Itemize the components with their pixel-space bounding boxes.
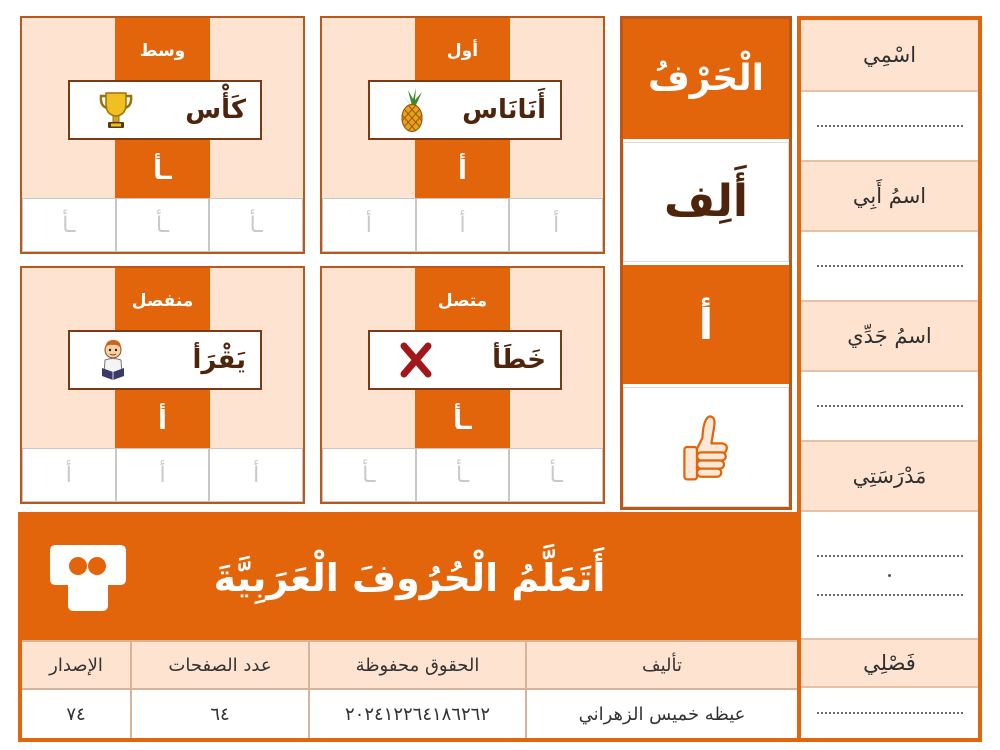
class-blank xyxy=(801,688,978,738)
grandfather-name-label: اسمُ جَدِّي xyxy=(847,324,932,348)
letter-position-label: وسط xyxy=(139,41,186,61)
dotted-line xyxy=(817,405,963,407)
tracing-cell: ـأ xyxy=(416,448,510,502)
name-label: اسْمِي xyxy=(862,43,917,67)
example-word-box xyxy=(368,80,562,140)
letter-heading: الْحَرْفُ xyxy=(647,58,764,100)
edition-header: الإصدار xyxy=(22,640,130,688)
letter-form: أ xyxy=(158,406,167,436)
tracing-cell: أ xyxy=(416,198,510,252)
copyright-value: ٢٠٢٤١٢٢٦٤١٨٦٢٦٢ xyxy=(308,688,525,738)
school-label-cell xyxy=(801,442,978,512)
tracing-cell: ـأ xyxy=(22,198,116,252)
tracing-cell: ـأ xyxy=(322,448,416,502)
tracing-cell: أ xyxy=(322,198,416,252)
name-label-cell xyxy=(801,20,978,92)
dot-mark xyxy=(888,574,891,577)
example-word-box xyxy=(368,330,562,390)
tracing-cell: ـأ xyxy=(209,198,303,252)
dotted-line xyxy=(817,265,963,267)
letter-glyph-cell xyxy=(623,265,789,385)
tracing-cell: ـأ xyxy=(509,448,603,502)
letter-name: أَلِف xyxy=(663,176,748,228)
dotted-line xyxy=(817,594,963,596)
tracing-cell: أ xyxy=(209,448,303,502)
tracing-cell: ـأ xyxy=(116,198,210,252)
letter-position-label: أول xyxy=(446,41,479,61)
thumbs-up-icon xyxy=(679,410,733,484)
page-count-header: عدد الصفحات xyxy=(130,640,308,688)
dotted-line xyxy=(817,712,963,714)
letter-form: ـأ xyxy=(153,156,172,186)
letter-name-cell xyxy=(623,142,789,262)
example-word: يَقْرَأ xyxy=(192,345,246,375)
author-header: تأليف xyxy=(525,640,797,688)
student-info-panel xyxy=(797,16,982,742)
tracing-row xyxy=(322,198,603,252)
name-blank xyxy=(801,92,978,162)
credits-header-row xyxy=(22,640,797,688)
letter-form: أ xyxy=(458,156,467,186)
father-name-label: اسمُ أَبِي xyxy=(852,184,927,208)
example-word: أَنَانَاس xyxy=(462,95,546,125)
letter-form: ـأ xyxy=(453,406,472,436)
page-count-value: ٦٤ xyxy=(130,688,308,738)
school-blank xyxy=(801,512,978,640)
letter-panel xyxy=(620,16,792,510)
dotted-line xyxy=(817,555,963,557)
father-name-label-cell xyxy=(801,162,978,232)
tracing-cell: أ xyxy=(509,198,603,252)
letter-position-label: متصل xyxy=(437,291,488,311)
title-banner xyxy=(22,516,797,640)
thumbs-up-cell xyxy=(623,387,789,507)
letter-glyph: أ xyxy=(698,299,714,349)
author-value: عيظه خميس الزهراني xyxy=(525,688,797,738)
x-mark-icon xyxy=(398,340,434,380)
book-title: أَتَعَلَّمُ الْحُرُوفَ الْعَرَبِيَّةَ xyxy=(213,556,606,600)
edition-value: ٧٤ xyxy=(22,688,130,738)
example-word: كَأْس xyxy=(185,95,246,125)
word-card-initial xyxy=(320,16,605,254)
grandfather-name-label-cell xyxy=(801,302,978,372)
logo-icon xyxy=(50,545,126,611)
school-label: مَدْرَسَتِي xyxy=(852,464,927,488)
class-label-cell xyxy=(801,640,978,688)
tracing-row xyxy=(322,448,603,502)
example-word-box xyxy=(68,330,262,390)
example-word-box xyxy=(68,80,262,140)
word-card-middle xyxy=(20,16,305,254)
father-name-blank xyxy=(801,232,978,302)
example-word: خَطَأ xyxy=(492,345,546,375)
tracing-row xyxy=(22,198,303,252)
tracing-cell: أ xyxy=(22,448,116,502)
footer-section xyxy=(18,512,801,742)
dotted-line xyxy=(817,125,963,127)
word-card-separate xyxy=(20,266,305,504)
tracing-cell: أ xyxy=(116,448,210,502)
tracing-row xyxy=(22,448,303,502)
class-label: فَصْلِي xyxy=(863,651,916,675)
pineapple-icon xyxy=(398,87,426,133)
trophy-icon xyxy=(98,90,134,130)
copyright-header: الحقوق محفوظة xyxy=(308,640,525,688)
grandfather-name-blank xyxy=(801,372,978,442)
credits-value-row xyxy=(22,688,797,738)
letter-position-label: منفصل xyxy=(131,291,194,311)
word-card-connected xyxy=(320,266,605,504)
letter-heading-cell xyxy=(623,19,789,139)
boy-reading-icon xyxy=(98,338,128,382)
